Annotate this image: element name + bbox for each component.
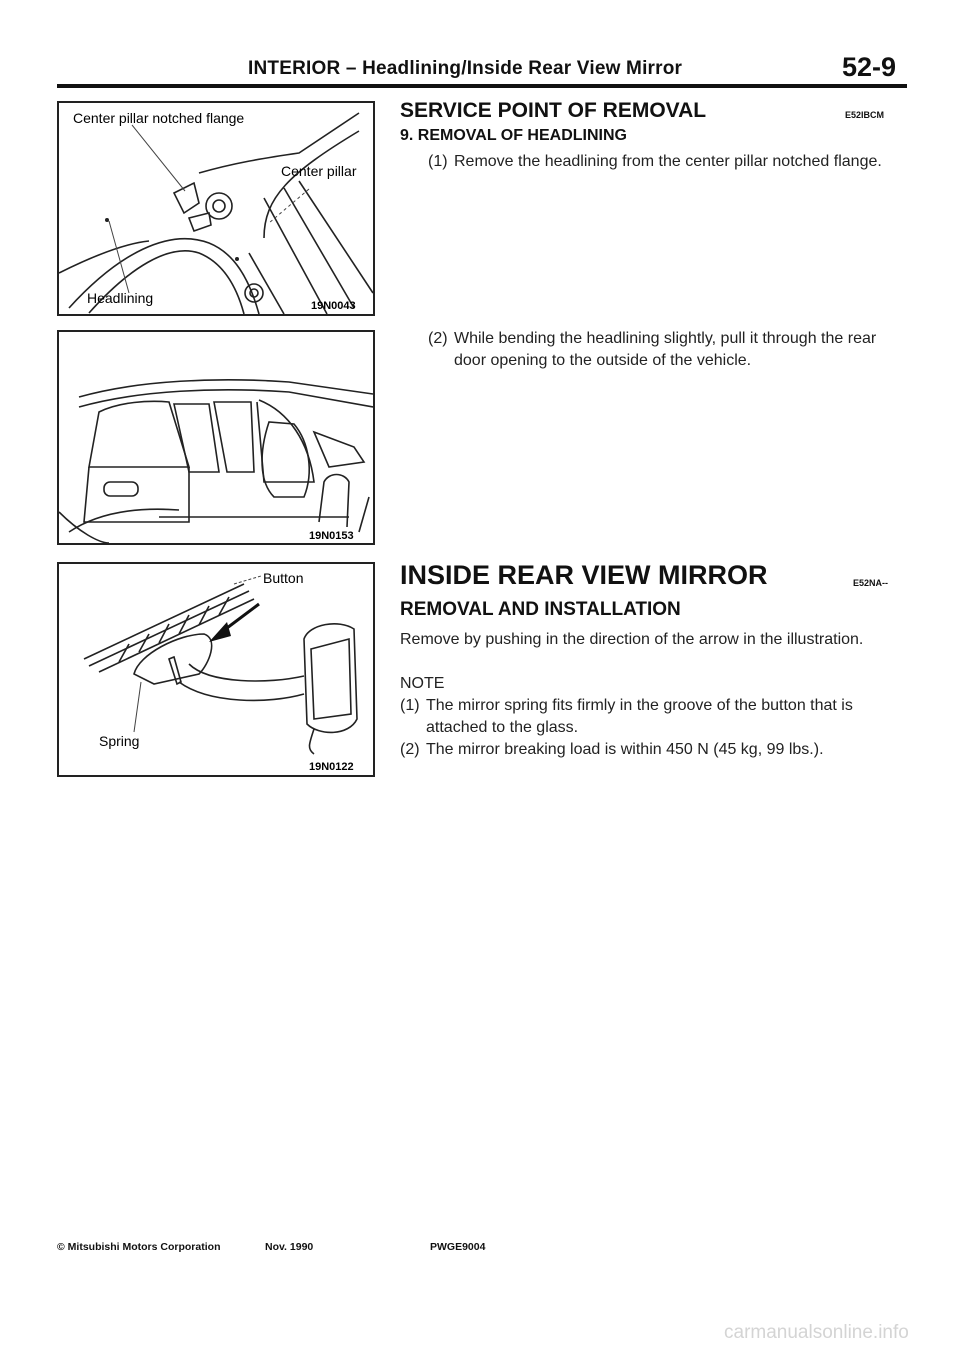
step-text: Remove the headlining from the center pillar notched flange. xyxy=(454,153,882,170)
figure-code: 19N0043 xyxy=(311,300,356,312)
label-headlining: Headlining xyxy=(87,290,154,306)
mirror-subheading: REMOVAL AND INSTALLATION xyxy=(400,599,681,620)
mirror-illustration xyxy=(59,564,373,775)
note-text: The mirror breaking load is within 450 N (45 kg, 99 lbs.). xyxy=(426,741,824,758)
footer-doc-code: PWGE9004 xyxy=(430,1241,486,1253)
figure-rear-door xyxy=(57,330,375,545)
header-rule xyxy=(57,84,907,88)
note-2 xyxy=(400,739,908,761)
service-heading: SERVICE POINT OF REMOVAL xyxy=(400,99,707,122)
label-center-pillar: Center pillar xyxy=(281,163,357,179)
headlining-illustration xyxy=(59,103,373,314)
note-number: (1) xyxy=(400,697,420,714)
note-number: (2) xyxy=(400,741,420,758)
step-2 xyxy=(428,328,908,372)
section-title: INTERIOR – Headlining/Inside Rear View Mirror xyxy=(248,58,683,79)
watermark-text: carmanualsonline.info xyxy=(724,1322,909,1343)
figure-headlining-pillar xyxy=(57,101,375,316)
service-code: E52IBCM xyxy=(845,110,885,120)
rear-door-illustration xyxy=(59,332,373,543)
mirror-code: E52NA-- xyxy=(853,578,889,588)
footer-date: Nov. 1990 xyxy=(265,1241,314,1253)
label-button: Button xyxy=(263,570,304,586)
step-text: While bending the headlining slightly, pull it through the rear door opening to the outside of the vehicle. xyxy=(454,330,877,369)
page-number: 52-9 xyxy=(842,52,897,82)
note-1 xyxy=(400,695,908,739)
step-1 xyxy=(428,151,908,173)
step-number: (1) xyxy=(428,153,448,170)
label-spring: Spring xyxy=(99,733,140,749)
mirror-intro: Remove by pushing in the direction of the arrow in the illustration. xyxy=(400,631,864,648)
mirror-heading: INSIDE REAR VIEW MIRROR xyxy=(400,560,768,590)
figure-inside-mirror xyxy=(57,562,375,777)
footer-copyright: © Mitsubishi Motors Corporation xyxy=(57,1241,221,1253)
figure-code: 19N0153 xyxy=(309,530,354,542)
step-heading: 9. REMOVAL OF HEADLINING xyxy=(400,127,627,144)
step-number: (2) xyxy=(428,330,448,347)
note-label: NOTE xyxy=(400,675,445,692)
note-text: The mirror spring fits firmly in the groove of the button that is attached to the glass. xyxy=(426,697,853,736)
label-notched-flange: Center pillar notched flange xyxy=(73,110,245,126)
figure-code: 19N0122 xyxy=(309,761,354,773)
